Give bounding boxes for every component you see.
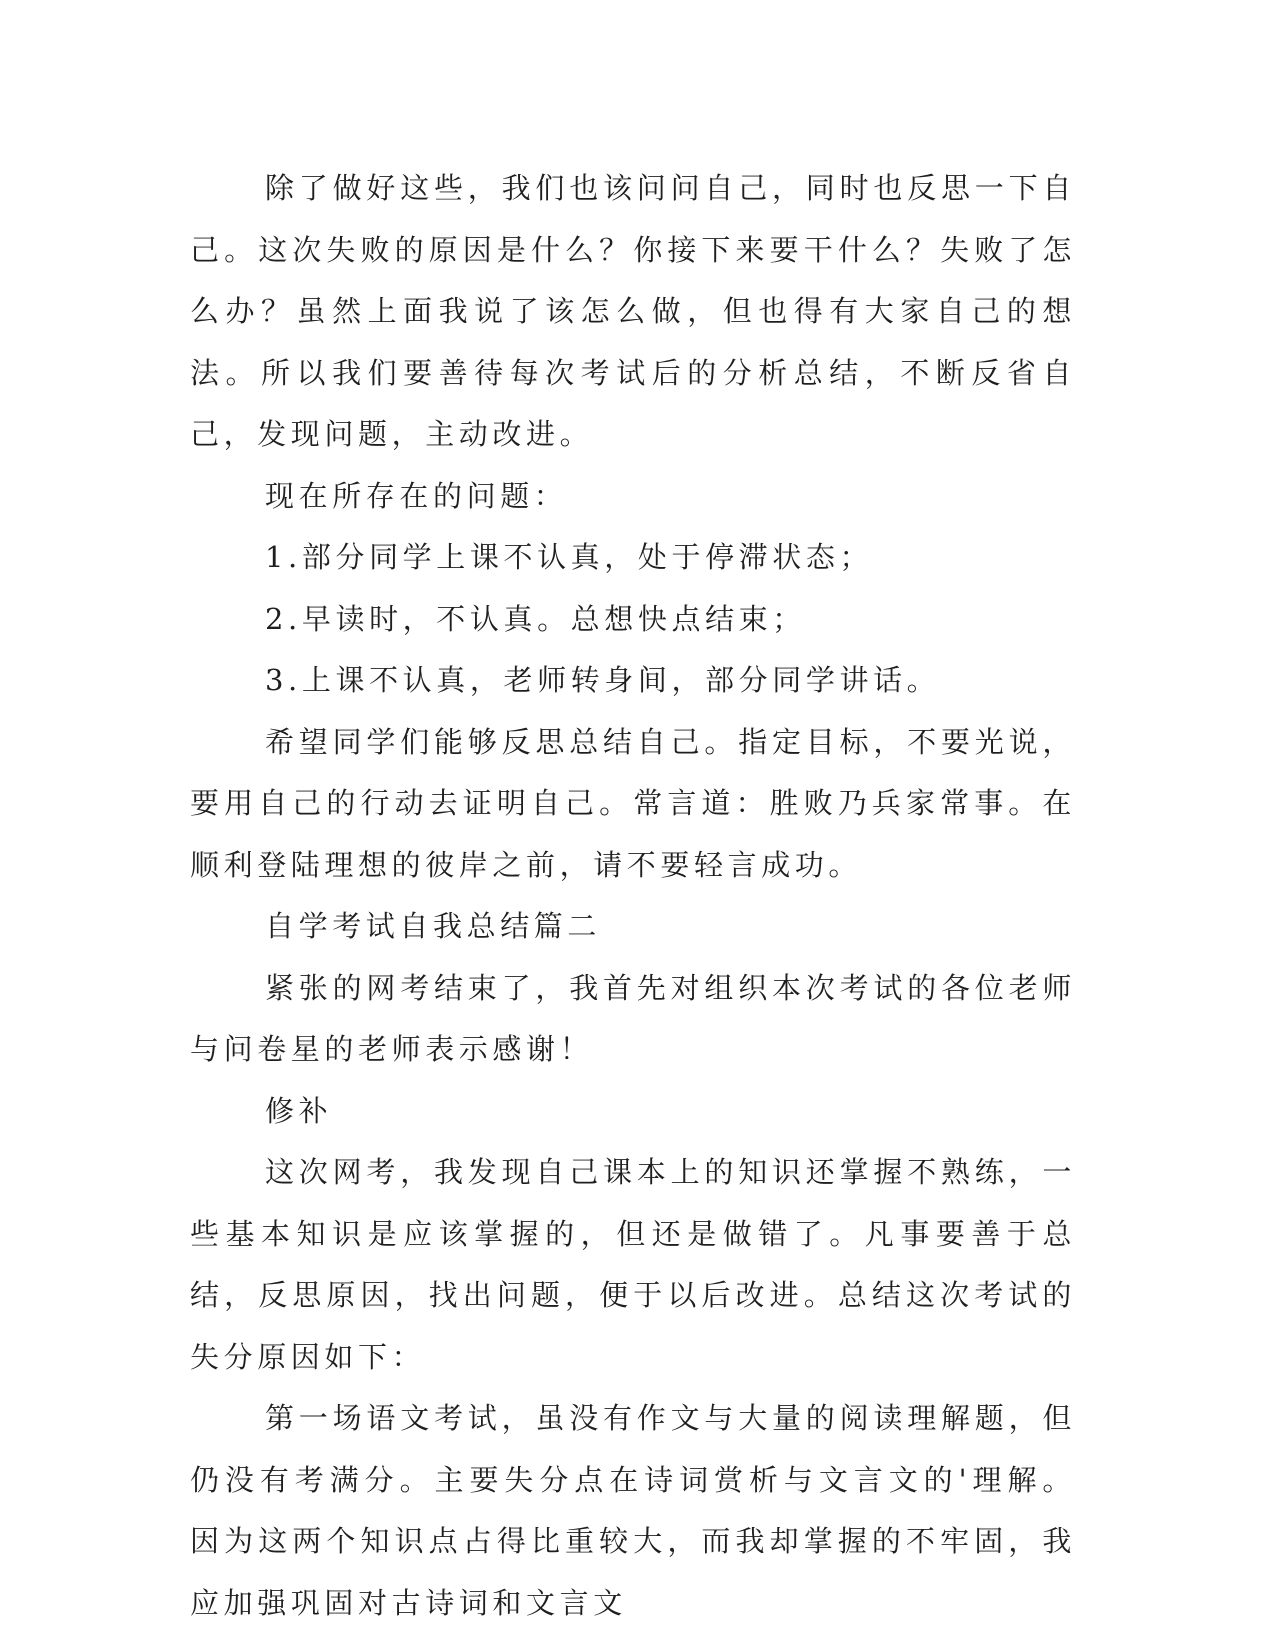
paragraph-thanks: 紧张的网考结束了，我首先对组织本次考试的各位老师与问卷星的老师表示感谢！ bbox=[190, 970, 1076, 1066]
paragraph-problems-heading: 现在所存在的问题： bbox=[265, 478, 568, 513]
document-body bbox=[190, 158, 1076, 1634]
paragraph-problem-3: 3.上课不认真，老师转身间，部分同学讲话。 bbox=[265, 663, 941, 697]
paragraph-hope: 希望同学们能够反思总结自己。指定目标，不要光说，要用自己的行动去证明自己。常言道：胜败乃兵家常事。在顺利登陆理想的彼岸之前，请不要轻言成功。 bbox=[190, 724, 1076, 882]
paragraph-analysis: 这次网考，我发现自己课本上的知识还掌握不熟练，一些基本知识是应该掌握的，但还是做错了。凡事要善于总结，反思原因，找出问题，便于以后改进。总结这次考试的失分原因如下： bbox=[190, 1155, 1076, 1374]
paragraph-reflection: 除了做好这些，我们也该问问自己，同时也反思一下自己。这次失败的原因是什么？你接下来要干什么？失败了怎么办？虽然上面我说了该怎么做，但也得有大家自己的想法。所以我们要善待每次考试后的分析总结，不断反省自己，发现问题，主动改进。 bbox=[190, 171, 1076, 451]
subheading-repair: 修补 bbox=[265, 1093, 333, 1128]
paragraph-problem-2: 2.早读时，不认真。总想快点结束； bbox=[265, 601, 806, 636]
paragraph-problem-1: 1.部分同学上课不认真，处于停滞状态； bbox=[265, 540, 874, 574]
section-heading: 自学考试自我总结篇二 bbox=[265, 909, 602, 943]
paragraph-chinese-exam: 第一场语文考试，虽没有作文与大量的阅读理解题，但仍没有考满分。主要失分点在诗词赏析与文言文的'理解。因为这两个知识点占得比重较大，而我却掌握的不牢固，我应加强巩固对古诗词和文言文 bbox=[190, 1401, 1076, 1620]
